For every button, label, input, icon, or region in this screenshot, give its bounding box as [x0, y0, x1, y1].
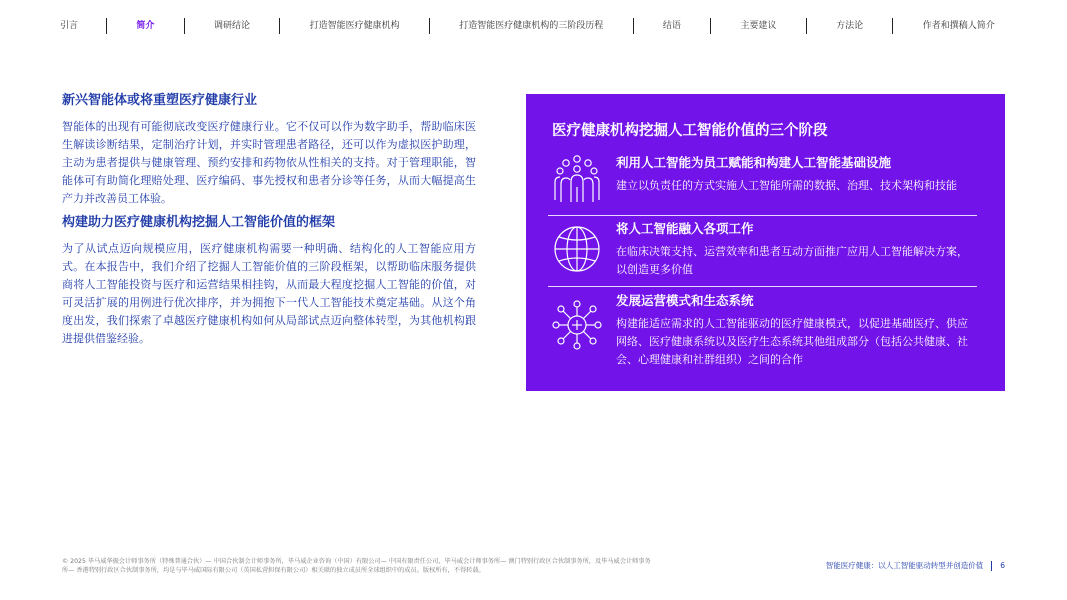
nav-item-conclusion[interactable]: 结语 [634, 18, 712, 34]
nav-item-methodology[interactable]: 方法论 [807, 18, 894, 34]
stage-3-body: 构建能适应需求的人工智能驱动的医疗健康模式，以促进基础医疗、供应网络、医疗健康系统以及医疗生态系统其他组成部分（包括公共健康、社会、心理健康和社群组织）之间的合作 [616, 317, 968, 366]
stage-1-body: 建立以负责任的方式实施人工智能所需的数据、治理、技术架构和技能 [616, 179, 957, 192]
nav-item-smart-healthcare[interactable]: 打造智能医疗健康机构 [280, 18, 430, 34]
copyright-notice: © 2025 毕马威华振会计师事务所（特殊普通合伙）— 中国合伙制会计师事务所，毕马威企业咨询（中国）有限公司— 中国有限责任公司，毕马威会计师事务所— 澳门特别行政区合伙制事务所，及毕马威会计师事务所— 香港特别行政区合伙制事务所，均是与毕马威国际有限公司（英国私营担保有限公司）相关联的独立成员所全球组织中的成员。版权所有，不得转载。 [62, 558, 651, 574]
section-heading-agents: 新兴智能体或将重塑医疗健康行业 [62, 93, 258, 108]
globe-icon [552, 224, 602, 274]
top-navigation [52, 14, 1024, 38]
left-column [62, 92, 476, 354]
footer-doc-title: 智能医疗健康：以人工智能驱动转型并创造价值 [825, 561, 984, 570]
people-network-icon [552, 154, 602, 204]
stage-2 [548, 220, 977, 282]
section-heading-framework: 构建助力医疗健康机构挖掘人工智能价值的框架 [62, 215, 336, 230]
stage-2-body: 在临床决策支持、运营效率和患者互动方面推广应用人工智能解决方案，以创造更多价值 [616, 245, 968, 276]
section-body-agents: 智能体的出现有可能彻底改变医疗健康行业。它不仅可以作为数字助手，帮助临床医生解读诊断结果，定制治疗计划，并实时管理患者路径，还可以作为虚拟医护助理，主动为患者提供与健康管理、预约安排和药物依从性相关的支持。对于管理职能，智能体可有助简化理赔处理、医疗编码、事先授权和患者分诊等任务，从而大幅提高生产力并改善员工体验。 [62, 120, 476, 205]
nav-item-intro[interactable]: 引言 [52, 18, 107, 34]
nav-item-overview[interactable]: 简介 [107, 18, 185, 34]
stage-1 [548, 154, 977, 212]
nav-item-findings[interactable]: 调研结论 [185, 18, 281, 34]
stage-1-heading: 利用人工智能为员工赋能和构建人工智能基础设施 [616, 155, 892, 170]
section-body-framework: 为了从试点迈向规模应用，医疗健康机构需要一种明确、结构化的人工智能应用方式。在本报告中，我们介绍了挖掘人工智能价值的三阶段框架，以帮助临床服务提供商将人工智能投资与医疗和运营结果相挂钩，从而最大程度挖掘人工智能的价值，对可灵活扩展的用例进行优次排序，并为拥抱下一代人工智能技术奠定基础。从这个角度出发，我们探索了卓越医疗健康机构如何从局部试点迈向整体转型，为其他机构跟进提供借鉴经验。 [62, 242, 476, 345]
three-stages-panel [526, 94, 1005, 391]
ecosystem-network-icon [552, 300, 602, 350]
stage-3 [548, 292, 977, 382]
nav-item-three-stage-journey[interactable]: 打造智能医疗健康机构的三阶段历程 [430, 18, 634, 34]
nav-item-recommendations[interactable]: 主要建议 [711, 18, 807, 34]
stage-3-heading: 发展运营模式和生态系统 [616, 293, 754, 308]
footer-doc-info [826, 560, 1005, 571]
stage-divider [548, 286, 977, 287]
page-number: 6 [1000, 561, 1005, 570]
panel-title: 医疗健康机构挖掘人工智能价值的三个阶段 [552, 123, 828, 139]
stage-2-heading: 将人工智能融入各项工作 [616, 221, 754, 236]
nav-item-authors[interactable]: 作者和撰稿人简介 [922, 21, 995, 31]
stage-divider [548, 215, 977, 216]
footer-separator [991, 561, 992, 571]
